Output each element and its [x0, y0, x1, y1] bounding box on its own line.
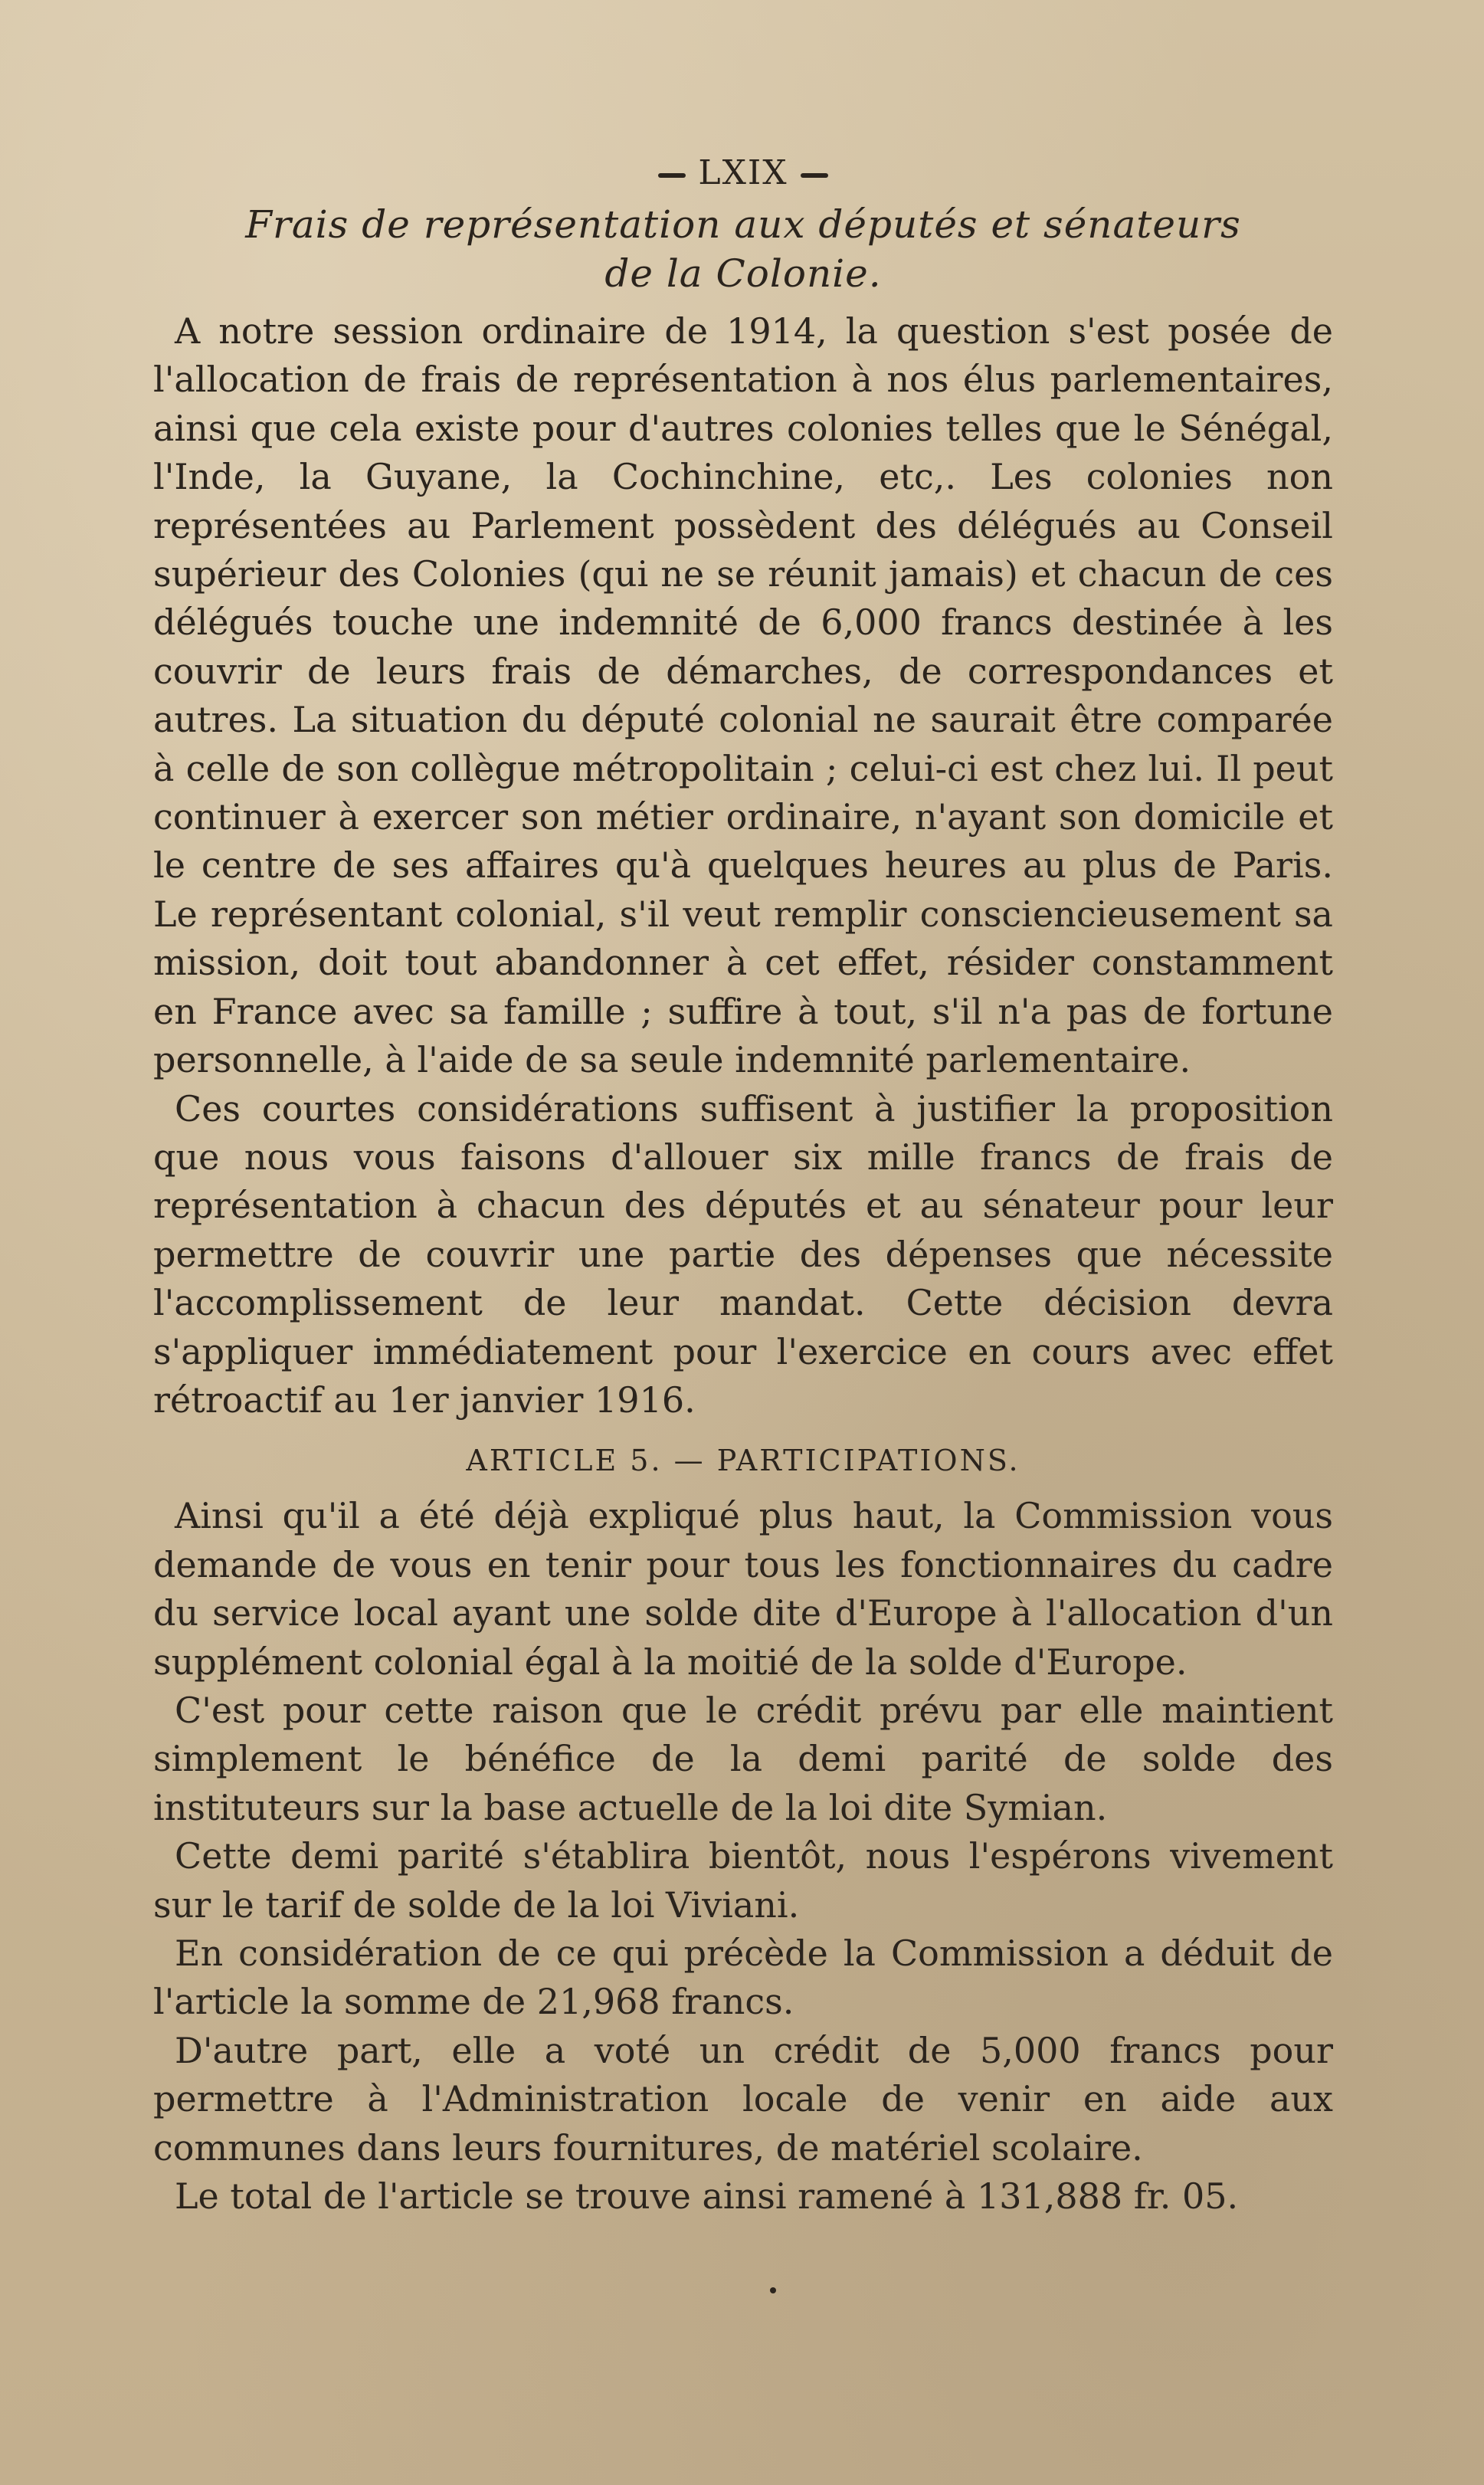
page-number-text: LXIX	[698, 153, 788, 192]
paragraph: A notre session ordinaire de 1914, la question s'est posée de l'allocation de frais de représentation à nos élus parlementaires, ainsi que cela existe pour d'autres colonies telles que le Sénégal, l'Inde, la Guyane, la Cochinchine, etc,. Les colonies non représentées au Parlement possèdent des délégués au Conseil supérieur des Colonies (qui ne se réunit jamais) et chacun de ces délégués touche une indemnité de 6,000 francs destinée à les couvrir de leurs frais de démarches, de correspondances et autres. La situation du député colonial ne saurait être comparée à celle de son collègue métropolitain ; celui-ci est chez lui. Il peut continuer à exercer son métier ordinaire, n'ayant son domicile et le centre de ses affaires qu'à quelques heures au plus de Paris. Le représentant colonial, s'il veut remplir consciencieusement sa mission, doit tout abandonner à cet effet, résider constamment en France avec sa famille ; suffire à tout, s'il n'a pas de fortune personnelle, à l'aide de sa seule indemnité parlementaire.	[153, 310, 1333, 1081]
article-paragraph: Ainsi qu'il a été déjà expliqué plus haut, la Commission vous demande de vous en tenir pour tous les fonctionnaires du cadre du service local ayant une solde dite d'Europe à l'allocation d'un supplément colonial égal à la moitié de la solde d'Europe.	[153, 1495, 1333, 1683]
section-title-line1: Frais de représentation aux députés et sénateurs	[245, 202, 1241, 247]
article-paragraph: En considération de ce qui précède la Commission a déduit de l'article la somme de 21,968 francs.	[153, 1933, 1333, 2023]
article-paragraph: D'autre part, elle a voté un crédit de 5,000 francs pour permettre à l'Administration locale de venir en aide aux communes dans leurs fournitures, de matériel scolaire.	[153, 2029, 1333, 2169]
article-paragraph: Cette demi parité s'établira bientôt, nous l'espérons vivement sur le tarif de solde de la loi Viviani.	[153, 1835, 1333, 1926]
section-title	[153, 200, 1333, 298]
article-paragraph: Le total de l'article se trouve ainsi ramené à 131,888 fr. 05.	[175, 2175, 1239, 2218]
paragraph: Ces courtes considérations suffisent à justifier la proposition que nous vous faisons d'allouer six mille francs de frais de représentation à chacun des députés et au sénateur pour leur permettre de couvrir une partie des dépenses que nécessite l'accomplissement de leur mandat. Cette décision devra s'appliquer immédiatement pour l'exercice en cours avec effet rétroactif au 1er janvier 1916.	[153, 1087, 1333, 1421]
page-content	[153, 153, 1333, 2221]
page-number	[153, 153, 1333, 192]
ornament-left	[658, 173, 686, 178]
section-title-line2: de la Colonie.	[604, 251, 882, 296]
article-heading: ARTICLE 5. — PARTICIPATIONS.	[466, 1444, 1020, 1478]
ornament-right	[801, 173, 828, 178]
article-paragraph: C'est pour cette raison que le crédit prévu par elle maintient simplement le bénéfice de la demi parité de solde des instituteurs sur la base actuelle de la loi dite Symian.	[153, 1689, 1333, 1828]
ink-speck	[770, 2287, 776, 2293]
